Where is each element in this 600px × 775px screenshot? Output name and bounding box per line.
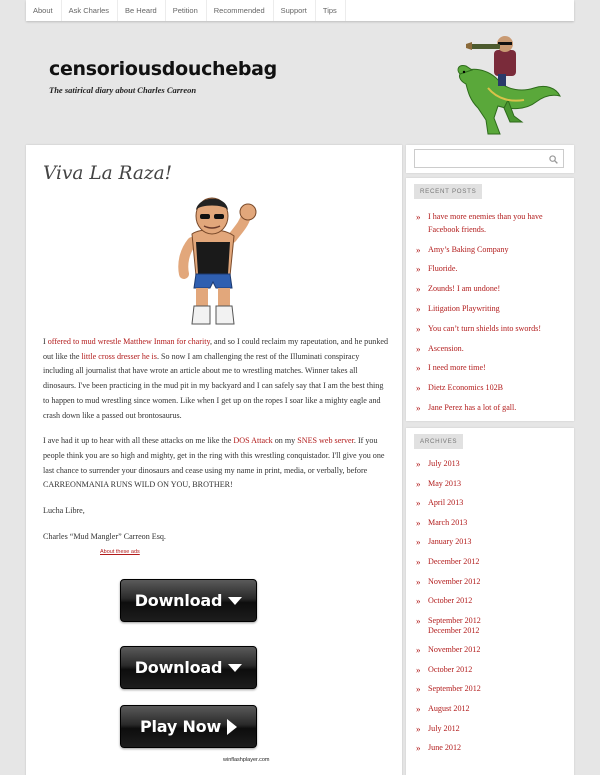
archive-link[interactable]: October 2012	[428, 596, 473, 606]
text: . So now I am challenging the rest of the Illuminati conspiracy including all journalist that have wrote an article about me to wrestling matches. Winner takes all dinosaurs. I've been practicing in the mud pit in my backyard and I can safely say that I am the best thing to happen to mud wrestling since women. Like when I get up on the ropes I soar like a mighty eagle and crash down like a passed out brontosaurus.	[43, 351, 384, 420]
list-item	[416, 644, 571, 657]
nav-petition[interactable]: Petition	[166, 0, 207, 21]
nav-recommended[interactable]: Recommended	[207, 0, 274, 21]
list-item	[416, 211, 571, 237]
about-these-ads-link[interactable]: About these ads	[100, 549, 140, 555]
bullet-icon: »	[416, 576, 421, 587]
bullet-icon: »	[416, 537, 421, 548]
list-item	[416, 703, 571, 716]
archives-list	[416, 458, 571, 755]
archive-link[interactable]: December 2012	[428, 556, 480, 566]
search-widget	[406, 145, 574, 173]
chevron-down-icon	[228, 664, 242, 672]
list-item	[416, 497, 571, 510]
list-item	[416, 625, 571, 638]
bullet-icon: »	[416, 684, 421, 695]
bullet-icon: »	[416, 517, 421, 528]
download-ad-button-1[interactable]	[120, 579, 257, 622]
post-title[interactable]: Viva La Raza!	[43, 163, 173, 184]
site-title[interactable]: censoriousdouchebag	[49, 58, 277, 80]
wrestler-cartoon-image	[154, 190, 274, 330]
text: , and so I could reclaim my rapeutation, and he punked out like the	[43, 337, 389, 361]
bullet-icon: »	[416, 743, 421, 754]
nav-support[interactable]: Support	[274, 0, 316, 21]
bullet-icon: »	[416, 645, 421, 656]
archive-link[interactable]: April 2013	[428, 498, 464, 508]
text: . If you people think you are so high and mighty, get in the ring with this wrestling conquistador. I'll give you one last chance to surrender your dinosaurs and cease using my name in print, media, or verbally, before CARREONMANIA RUNS WILD ON YOU, BROTHER!	[43, 436, 385, 490]
recent-post-link[interactable]: Litigation Playwriting	[428, 303, 500, 313]
text: I	[43, 337, 48, 346]
bullet-icon: »	[416, 478, 421, 489]
list-item	[416, 595, 571, 608]
bullet-icon: »	[416, 244, 421, 255]
main-article	[26, 145, 402, 775]
list-item	[416, 263, 571, 276]
bullet-icon: »	[416, 383, 421, 394]
chevron-down-icon	[228, 597, 242, 605]
bullet-icon: »	[416, 323, 421, 334]
bullet-icon: »	[416, 459, 421, 469]
list-item	[416, 283, 571, 296]
list-item	[416, 556, 571, 569]
bullet-icon: »	[416, 363, 421, 374]
list-item	[416, 323, 571, 336]
text: I ave had it up to hear with all these attacks on me like the	[43, 436, 234, 446]
archive-link[interactable]: September 2012	[428, 684, 481, 694]
recent-posts-list	[416, 211, 571, 415]
search-icon[interactable]	[549, 155, 558, 164]
archive-link[interactable]: July 2013	[428, 459, 460, 468]
link-dos-attack[interactable]: DOS Attack	[233, 436, 273, 446]
recent-posts-title: RECENT POSTS	[414, 184, 482, 199]
list-item	[416, 536, 571, 549]
bullet-icon: »	[416, 402, 421, 413]
archive-link[interactable]: August 2012	[428, 703, 470, 713]
top-nav	[26, 0, 574, 21]
list-item	[416, 458, 571, 471]
archives-title: ARCHIVES	[414, 434, 463, 449]
text: on my	[272, 436, 298, 446]
button-label: Download	[134, 591, 223, 610]
button-label: Play Now	[139, 717, 222, 736]
post-body	[43, 335, 388, 555]
archive-link[interactable]: May 2013	[428, 478, 462, 488]
recent-post-link[interactable]: I need more time!	[428, 363, 486, 373]
bullet-icon: »	[416, 264, 421, 275]
play-now-ad-button[interactable]	[120, 705, 257, 748]
list-item	[416, 478, 571, 491]
list-item	[416, 402, 571, 415]
list-item	[416, 362, 571, 375]
archive-link[interactable]: January 2013	[428, 537, 472, 547]
search-input[interactable]	[414, 149, 564, 168]
archive-link[interactable]: November 2012	[428, 576, 481, 586]
bullet-icon: »	[416, 284, 421, 295]
archive-link[interactable]: December 2012	[428, 625, 480, 635]
bullet-icon: »	[416, 556, 421, 567]
archive-link[interactable]: June 2012	[428, 743, 462, 753]
list-item	[416, 576, 571, 589]
recent-post-link[interactable]: Dietz Economics 102B	[428, 383, 504, 393]
recent-post-link[interactable]: Amy’s Baking Company	[428, 244, 509, 254]
recent-post-link[interactable]: Ascension.	[428, 343, 464, 353]
post-paragraph-3: Lucha Libre,	[43, 506, 85, 516]
list-item	[416, 723, 571, 736]
list-item	[416, 664, 571, 677]
recent-post-link[interactable]: I have more enemies than you have Facebook friends.	[428, 212, 543, 234]
recent-posts-widget	[406, 178, 574, 421]
bullet-icon: »	[416, 596, 421, 607]
archive-link[interactable]: October 2012	[428, 664, 473, 674]
nav-tips[interactable]: Tips	[316, 0, 346, 21]
bullet-icon: »	[416, 343, 421, 354]
header-dinosaur-rider-image	[448, 30, 568, 138]
play-icon	[227, 719, 237, 735]
link-cross-dresser[interactable]: little cross dresser he is	[81, 351, 157, 361]
post-signature: Charles “Mud Mangler” Carreon Esq.	[43, 531, 166, 541]
archives-widget	[406, 428, 574, 775]
list-item	[416, 517, 571, 530]
list-item	[416, 683, 571, 696]
recent-post-link[interactable]: Fluoride.	[428, 264, 458, 274]
list-item	[416, 244, 571, 257]
bullet-icon: »	[416, 664, 421, 675]
post-paragraph-1	[43, 335, 388, 423]
list-item	[416, 343, 571, 356]
bullet-icon: »	[416, 498, 421, 509]
archive-link[interactable]: July 2012	[428, 723, 460, 733]
bullet-icon: »	[416, 615, 421, 626]
list-item	[416, 382, 571, 395]
bullet-icon: »	[416, 303, 421, 314]
archive-link[interactable]: November 2012	[428, 645, 481, 655]
bullet-icon: »	[416, 723, 421, 734]
button-label: Download	[134, 658, 223, 677]
site-tagline: The satirical diary about Charles Carreon	[49, 85, 197, 95]
bullet-icon: »	[416, 703, 421, 714]
ad-source-text: winflashplayer.com	[223, 757, 270, 763]
download-ad-button-2[interactable]	[120, 646, 257, 689]
recent-post-link[interactable]: You can’t turn shields into swords!	[428, 323, 542, 333]
list-item	[416, 742, 571, 755]
recent-post-link[interactable]: Zounds! I am undone!	[428, 284, 501, 294]
link-mud-wrestle[interactable]: offered to mud wrestle Matthew Inman for charity	[47, 337, 210, 346]
post-paragraph-2	[43, 434, 388, 493]
nav-be-heard[interactable]: Be Heard	[118, 0, 166, 21]
bullet-icon: »	[416, 212, 421, 222]
nav-ask-charles[interactable]: Ask Charles	[62, 0, 118, 21]
link-snes-web-server[interactable]: SNES web server	[297, 436, 354, 446]
nav-about[interactable]: About	[26, 0, 62, 21]
list-item	[416, 303, 571, 316]
archive-link[interactable]: March 2013	[428, 517, 468, 527]
recent-post-link[interactable]: Jane Perez has a lot of gall.	[428, 402, 517, 412]
archive-link[interactable]: September 2012	[428, 615, 481, 625]
